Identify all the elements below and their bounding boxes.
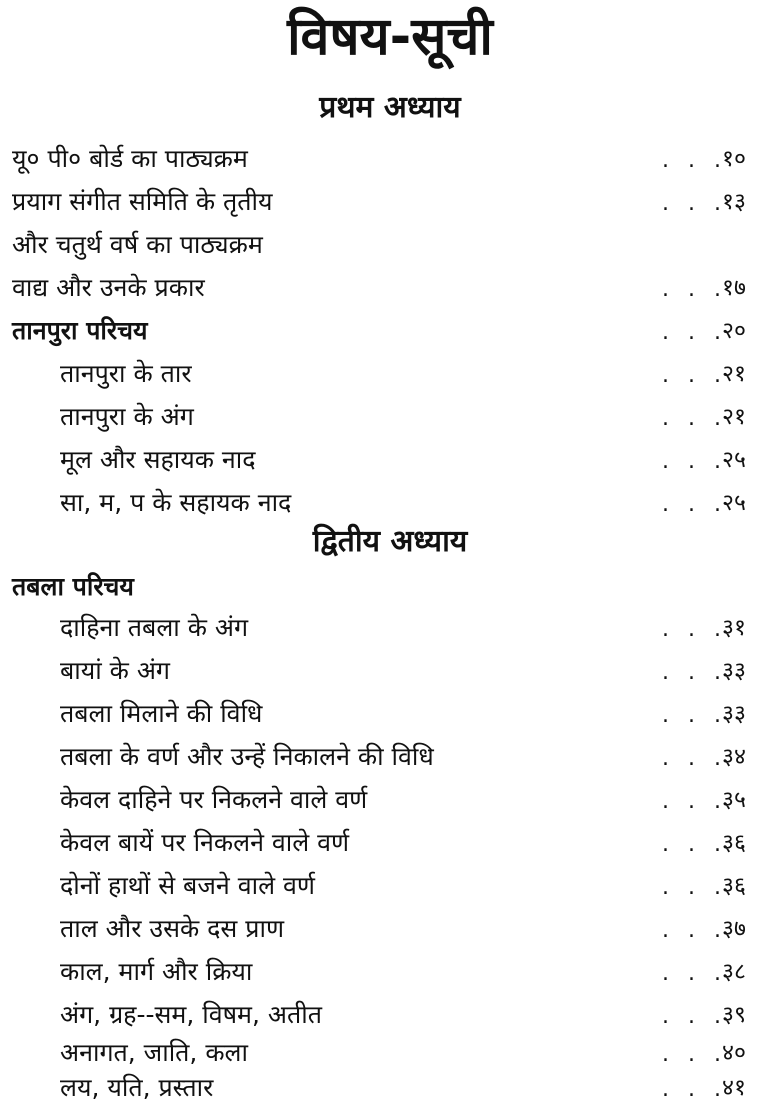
toc-row (0, 1068, 780, 1108)
toc-page-number: ३३ (722, 658, 746, 684)
toc-leader-dots: . . . (662, 1042, 727, 1067)
toc-page-number: ३९ (722, 1002, 746, 1028)
toc-entry-label: यू० पी० बोर्ड का पाठ्यक्रम (12, 144, 248, 173)
toc-page-number: ३६ (722, 830, 746, 856)
toc-entry-label: दाहिना तबला के अंग (60, 613, 249, 642)
toc-row (0, 268, 780, 308)
toc-page-number: २१ (722, 361, 746, 387)
toc-entry-label: दोनों हाथों से बजने वाले वर्ण (60, 871, 315, 900)
toc-entry-label: मूल और सहायक नाद (60, 445, 256, 474)
toc-leader-dots: . . . (662, 406, 727, 431)
toc-entry-label: ताल और उसके दस प्राण (60, 914, 285, 943)
toc-entry-label: अनागत, जाति, कला (60, 1038, 248, 1067)
toc-row (0, 354, 780, 394)
toc-entry-label: केवल बायें पर निकलने वाले वर्ण (60, 828, 350, 857)
toc-leader-dots: . . . (662, 449, 727, 474)
toc-row (0, 397, 780, 437)
toc-row (0, 139, 780, 179)
toc-entry-label: अंग, ग्रह--सम, विषम, अतीत (60, 1000, 322, 1029)
toc-row (0, 608, 780, 648)
toc-entry-label: लय, यति, प्रस्तार (60, 1073, 214, 1102)
toc-page-number: २५ (722, 490, 746, 516)
toc-entry-label: तबला मिलाने की विधि (60, 699, 263, 728)
toc-page-number: ३४ (722, 744, 746, 770)
toc-row (0, 995, 780, 1035)
toc-leader-dots: . . . (662, 148, 727, 173)
toc-row (0, 567, 780, 607)
toc-page-number: ३५ (722, 787, 746, 813)
toc-row (0, 737, 780, 777)
toc-row (0, 866, 780, 906)
toc-page-number: ४१ (722, 1075, 746, 1101)
toc-page-number: २० (722, 318, 746, 344)
toc-leader-dots: . . . (662, 703, 727, 728)
toc-page-number: ३७ (722, 916, 746, 942)
toc-row (0, 440, 780, 480)
chapter-heading-1: प्रथम अध्याय (319, 90, 461, 125)
toc-page-number: ३१ (722, 615, 746, 641)
toc-entry-label: और चतुर्थ वर्ष का पाठ्यक्रम (12, 230, 263, 259)
toc-row (0, 311, 780, 351)
toc-page-number: ३३ (722, 701, 746, 727)
toc-leader-dots: . . . (662, 961, 727, 986)
toc-leader-dots: . . . (662, 363, 727, 388)
toc-row (0, 182, 780, 222)
toc-leader-dots: . . . (662, 492, 727, 517)
toc-page-number: १३ (722, 189, 746, 215)
toc-entry-label: वाद्य और उनके प्रकार (12, 273, 205, 302)
chapter-heading-2: द्वितीय अध्याय (312, 524, 468, 559)
toc-leader-dots: . . . (662, 1077, 727, 1102)
toc-page-number: २१ (722, 404, 746, 430)
toc-page-number: १० (722, 146, 746, 172)
toc-row (0, 823, 780, 863)
toc-leader-dots: . . . (662, 617, 727, 642)
toc-leader-dots: . . . (662, 875, 727, 900)
toc-leader-dots: . . . (662, 746, 727, 771)
toc-page-number: ३६ (722, 873, 746, 899)
toc-row (0, 225, 780, 265)
toc-row (0, 483, 780, 523)
toc-entry-label: तबला के वर्ण और उन्हें निकालने की विधि (60, 742, 434, 771)
toc-row (0, 694, 780, 734)
toc-leader-dots: . . . (662, 320, 727, 345)
toc-leader-dots: . . . (662, 789, 727, 814)
toc-entry-label: बायां के अंग (60, 656, 170, 685)
toc-row (0, 909, 780, 949)
page-title: विषय-सूची (287, 7, 493, 67)
toc-leader-dots: . . . (662, 277, 727, 302)
toc-row (0, 780, 780, 820)
toc-row (0, 952, 780, 992)
toc-entry-label: सा, म, प के सहायक नाद (60, 488, 292, 517)
toc-leader-dots: . . . (662, 918, 727, 943)
toc-page-number: २५ (722, 447, 746, 473)
toc-page-number: १७ (722, 275, 746, 301)
toc-page-number: ३८ (722, 959, 746, 985)
toc-entry-label: प्रयाग संगीत समिति के तृतीय (12, 187, 273, 216)
toc-leader-dots: . . . (662, 660, 727, 685)
toc-leader-dots: . . . (662, 1004, 727, 1029)
toc-leader-dots: . . . (662, 191, 727, 216)
toc-entry-label: काल, मार्ग और क्रिया (60, 957, 253, 986)
toc-entry-label: केवल दाहिने पर निकलने वाले वर्ण (60, 785, 368, 814)
toc-row (0, 651, 780, 691)
toc-section-label: तानपुरा परिचय (12, 316, 148, 345)
toc-row (0, 1033, 780, 1073)
toc-leader-dots: . . . (662, 832, 727, 857)
toc-page-number: ४० (722, 1040, 746, 1066)
toc-section-label: तबला परिचय (12, 572, 134, 601)
toc-entry-label: तानपुरा के अंग (60, 402, 194, 431)
toc-entry-label: तानपुरा के तार (60, 359, 192, 388)
